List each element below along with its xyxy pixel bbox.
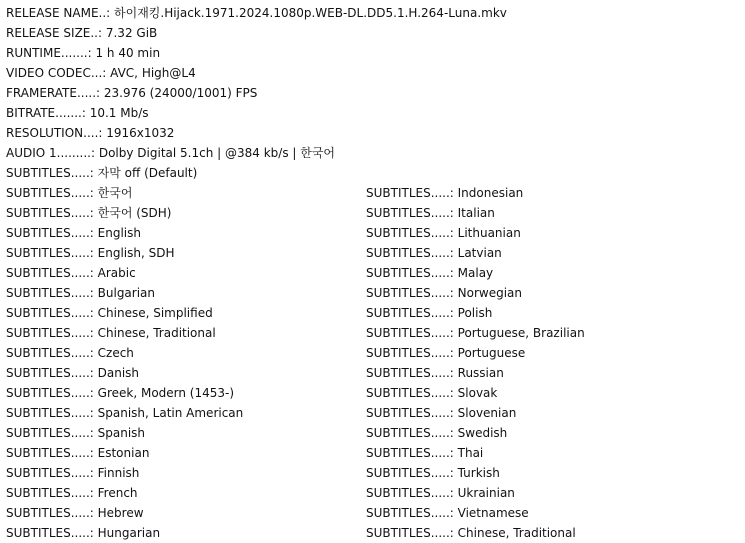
release-name-line: RELEASE NAME..: 하이재킹.Hijack.1971.2024.1080p.WEB-DL.DD5.1.H.264-Luna.mkv bbox=[6, 6, 507, 20]
subtitle-line: SUBTITLES.....: Czech bbox=[6, 346, 134, 360]
runtime-line: RUNTIME.......: 1 h 40 min bbox=[6, 46, 161, 60]
subtitle-line: SUBTITLES.....: Slovak bbox=[366, 386, 498, 400]
subtitle-line: SUBTITLES.....: Danish bbox=[6, 366, 140, 380]
subtitle-line: SUBTITLES.....: Portuguese bbox=[366, 346, 526, 360]
subtitle-line: SUBTITLES.....: Swedish bbox=[366, 426, 508, 440]
subtitle-line: SUBTITLES.....: Italian bbox=[366, 206, 495, 220]
subtitle-line: SUBTITLES.....: Vietnamese bbox=[366, 506, 529, 520]
subtitle-line: SUBTITLES.....: French bbox=[6, 486, 138, 500]
subtitle-line: SUBTITLES.....: Portuguese, Brazilian bbox=[366, 326, 585, 340]
subtitle-line: SUBTITLES.....: Ukrainian bbox=[366, 486, 515, 500]
subtitle-line: SUBTITLES.....: Greek, Modern (1453-) bbox=[6, 386, 235, 400]
subtitle-line: SUBTITLES.....: Chinese, Traditional bbox=[6, 326, 216, 340]
subtitle-line: SUBTITLES.....: Chinese, Simplified bbox=[6, 306, 213, 320]
subtitle-line: SUBTITLES.....: Latvian bbox=[366, 246, 502, 260]
subtitle-line: SUBTITLES.....: English bbox=[6, 226, 141, 240]
subtitle-line: SUBTITLES.....: Finnish bbox=[6, 466, 140, 480]
resolution-line: RESOLUTION....: 1916x1032 bbox=[6, 126, 175, 140]
subtitle-line: SUBTITLES.....: Russian bbox=[366, 366, 504, 380]
subtitle-line: SUBTITLES.....: Lithuanian bbox=[366, 226, 521, 240]
subtitle-line: SUBTITLES.....: Bulgarian bbox=[6, 286, 156, 300]
subtitle-line: SUBTITLES.....: 자막 off (Default) bbox=[6, 166, 198, 180]
subtitle-line: SUBTITLES.....: Hungarian bbox=[6, 526, 161, 540]
video-codec-line: VIDEO CODEC...: AVC, High@L4 bbox=[6, 66, 196, 80]
subtitle-line: SUBTITLES.....: Estonian bbox=[6, 446, 150, 460]
subtitle-line: SUBTITLES.....: Indonesian bbox=[366, 186, 524, 200]
header-block bbox=[6, 3, 741, 163]
subtitle-line: SUBTITLES.....: English, SDH bbox=[6, 246, 175, 260]
subtitle-line: SUBTITLES.....: Norwegian bbox=[366, 286, 523, 300]
subtitle-line: SUBTITLES.....: Turkish bbox=[366, 466, 500, 480]
framerate-line: FRAMERATE.....: 23.976 (24000/1001) FPS bbox=[6, 86, 258, 100]
audio-line: AUDIO 1.........: Dolby Digital 5.1ch | @384 kb/s | 한국어 bbox=[6, 146, 336, 160]
subtitle-line: SUBTITLES.....: 한국어 (SDH) bbox=[6, 206, 172, 220]
release-info-sheet bbox=[6, 3, 741, 540]
subtitle-line: SUBTITLES.....: Spanish bbox=[6, 426, 146, 440]
subtitle-line: SUBTITLES.....: Arabic bbox=[6, 266, 136, 280]
release-size-line: RELEASE SIZE..: 7.32 GiB bbox=[6, 26, 158, 40]
subtitle-line: SUBTITLES.....: Malay bbox=[366, 266, 494, 280]
subtitle-line: SUBTITLES.....: Chinese, Traditional bbox=[366, 526, 576, 540]
subtitle-line: SUBTITLES.....: Hebrew bbox=[6, 506, 144, 520]
subtitles-right-column bbox=[366, 183, 741, 543]
subtitle-line: SUBTITLES.....: Slovenian bbox=[366, 406, 517, 420]
subtitle-line: SUBTITLES.....: Thai bbox=[366, 446, 484, 460]
bitrate-line: BITRATE.......: 10.1 Mb/s bbox=[6, 106, 149, 120]
subtitles-left-column bbox=[6, 163, 361, 543]
subtitle-line: SUBTITLES.....: 한국어 bbox=[6, 186, 133, 200]
subtitle-line: SUBTITLES.....: Polish bbox=[366, 306, 493, 320]
subtitle-line: SUBTITLES.....: Spanish, Latin American bbox=[6, 406, 244, 420]
